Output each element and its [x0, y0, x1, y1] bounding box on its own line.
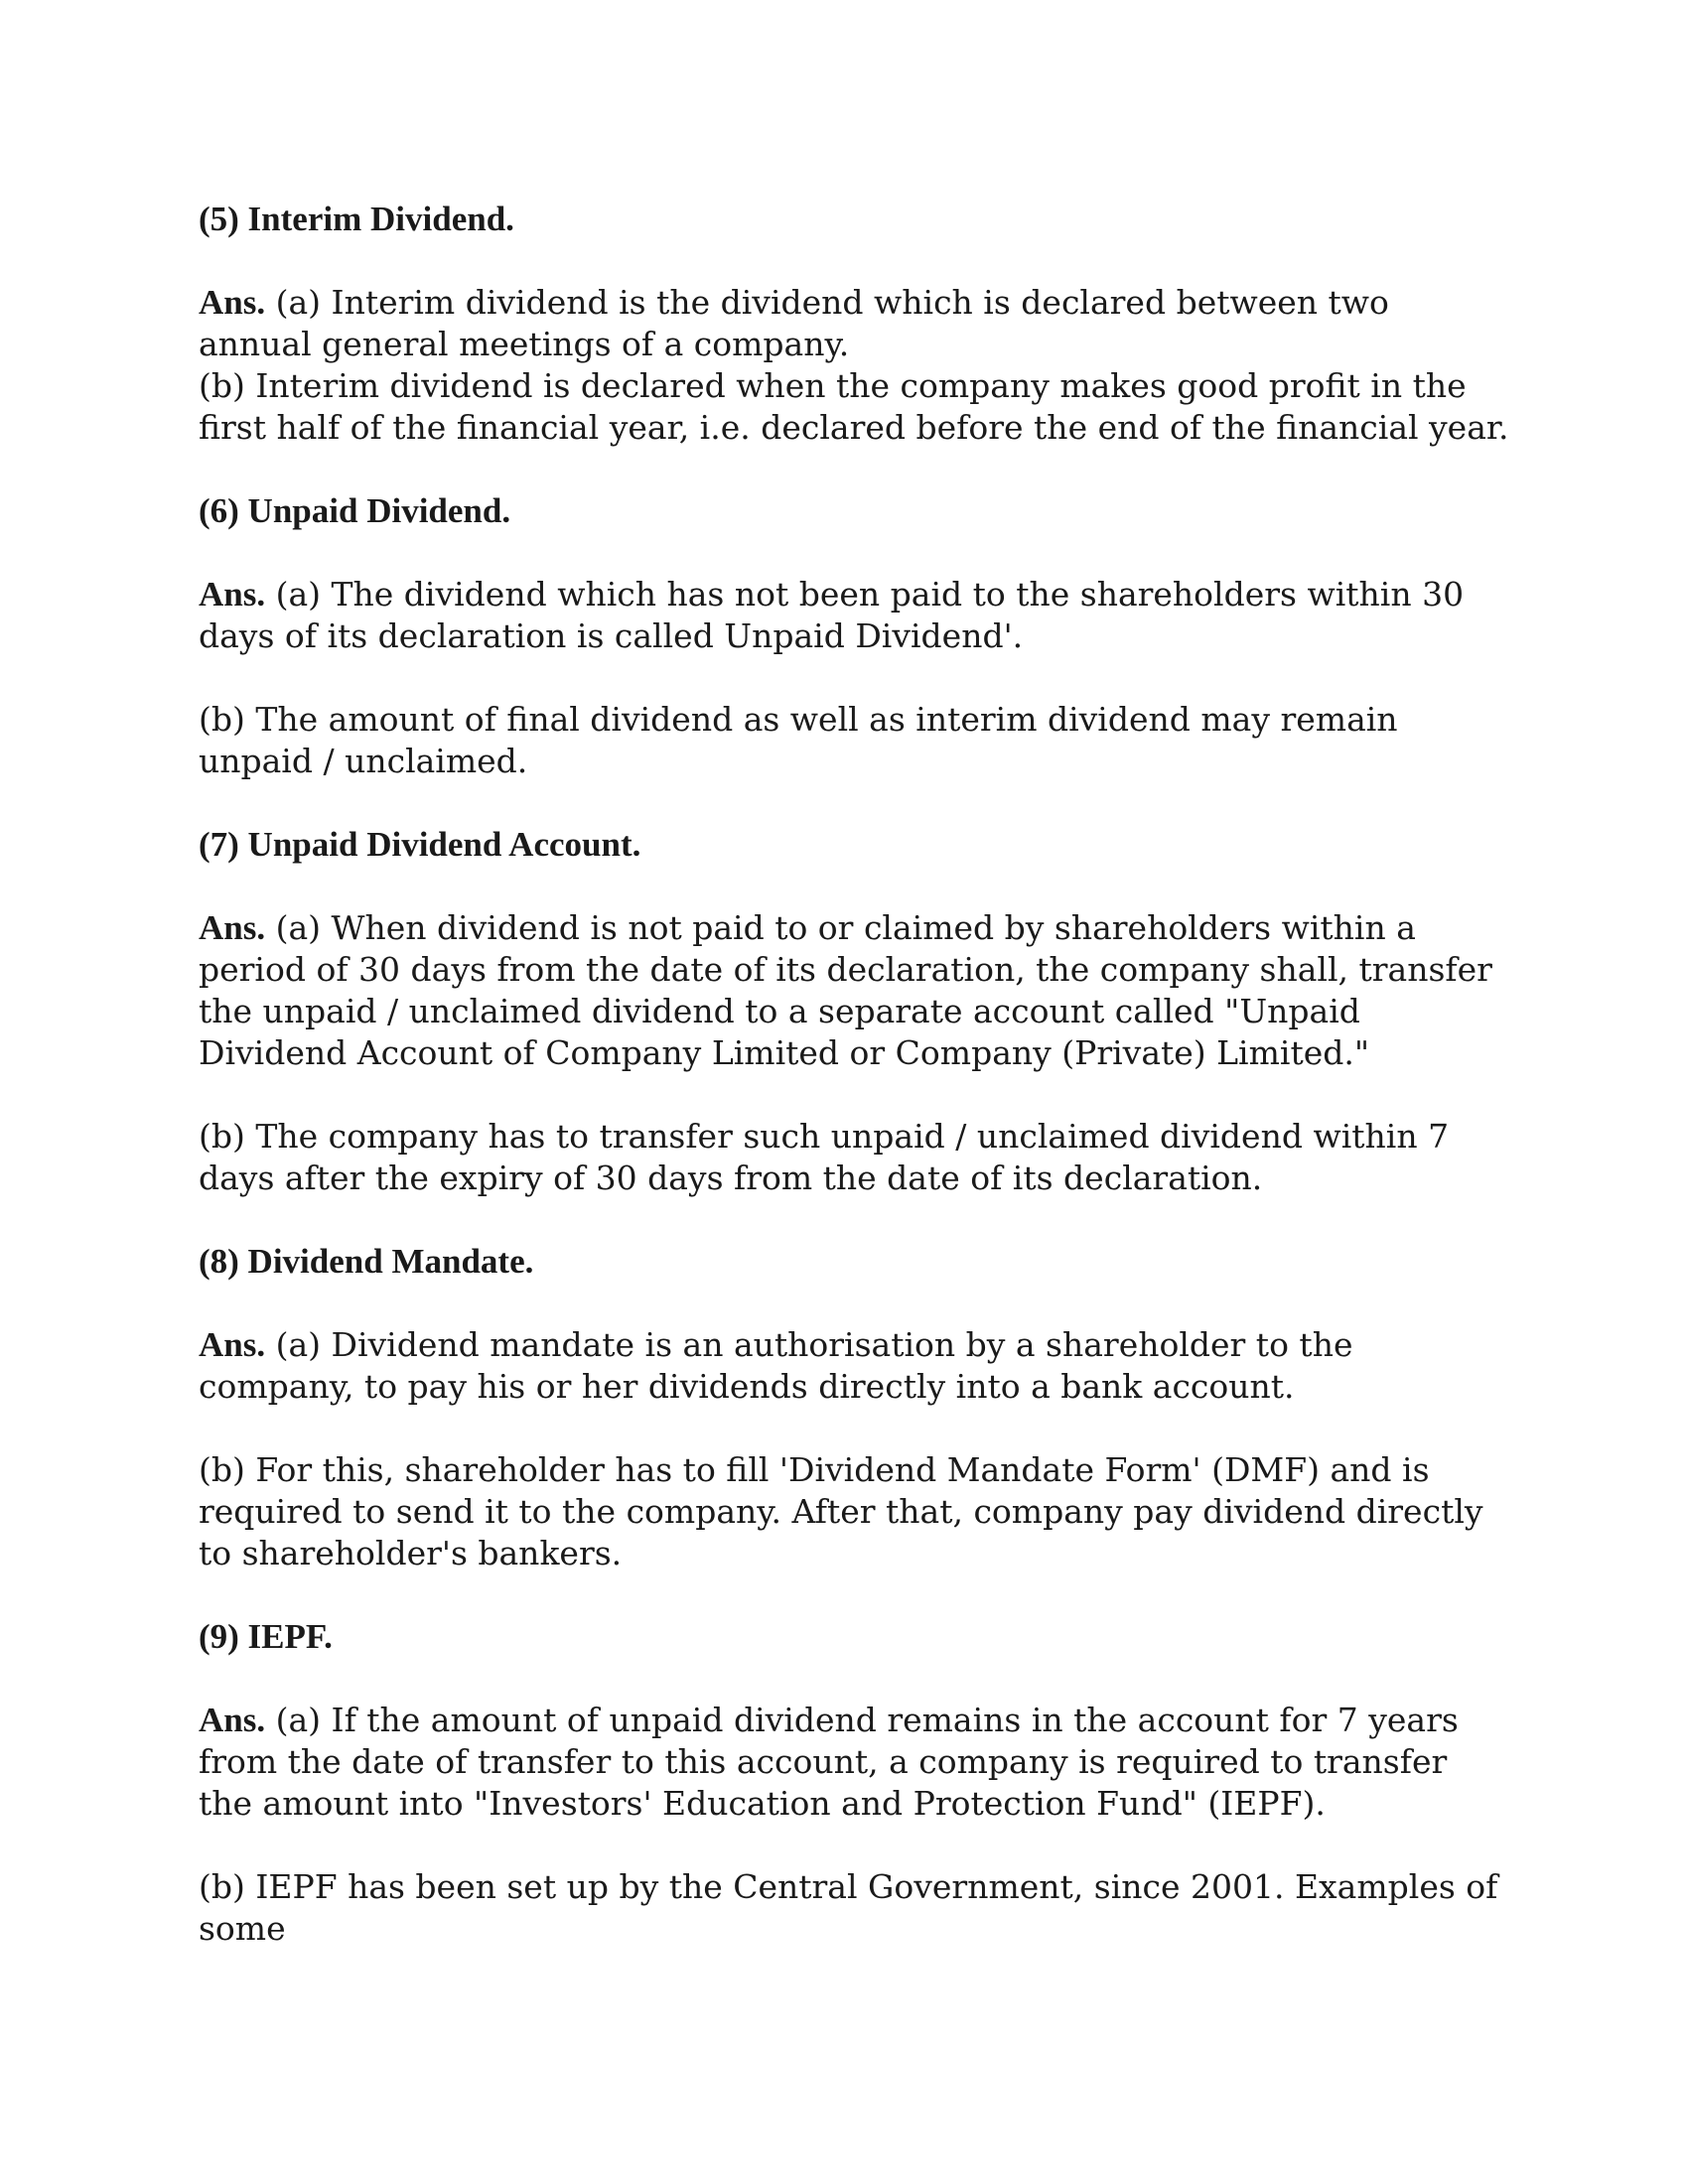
answer-paragraph-a — [199, 907, 1509, 1074]
section-heading: (7) Unpaid Dividend Account. — [199, 825, 641, 864]
ans-label: Ans. — [199, 283, 266, 322]
section-dividend-mandate — [199, 1241, 1509, 1574]
answer-paragraph-a — [199, 1700, 1509, 1825]
answer-paragraph-b: (b) The amount of final dividend as well as interim dividend may remain unpaid / unclaimed. — [199, 700, 1398, 780]
section-heading: (9) IEPF. — [199, 1617, 333, 1656]
section-heading: (8) Dividend Mandate. — [199, 1242, 534, 1281]
section-interim-dividend — [199, 199, 1509, 449]
answer-text: (a) The dividend which has not been paid to the shareholders within 30 days of its declaration is called Unpaid Dividend'. — [199, 575, 1465, 655]
ans-label: Ans. — [199, 908, 266, 947]
answer-paragraph-a — [199, 282, 1509, 365]
answer-paragraph-a — [199, 574, 1509, 657]
answer-paragraph-b: (b) For this, shareholder has to fill 'Dividend Mandate Form' (DMF) and is required to send it to the company. After that, company pay dividend directly to shareholder's bankers. — [199, 1450, 1483, 1572]
ans-label: Ans. — [199, 1325, 266, 1364]
document-page — [199, 199, 1509, 1950]
section-heading: (5) Interim Dividend. — [199, 200, 514, 238]
section-unpaid-dividend-account — [199, 824, 1509, 1199]
ans-label: Ans. — [199, 575, 266, 614]
section-iepf — [199, 1616, 1509, 1950]
answer-text: (a) When dividend is not paid to or claimed by shareholders within a period of 30 days from the date of its declaration, the company shall, transfer the unpaid / unclaimed dividend to a separate account called "Unpaid Dividend Account of Company Limited or Company (Private) Limited." — [199, 908, 1492, 1072]
answer-text: (a) If the amount of unpaid dividend remains in the account for 7 years from the date of transfer to this account, a company is required to transfer the amount into "Investors' Education and Protection Fund" (IEPF). — [199, 1701, 1459, 1823]
section-unpaid-dividend — [199, 490, 1509, 782]
answer-paragraph-b: (b) IEPF has been set up by the Central Government, since 2001. Examples of some — [199, 1867, 1498, 1948]
answer-paragraph-b: (b) Interim dividend is declared when the company makes good profit in the first half of the financial year, i.e. declared before the end of the financial year. — [199, 366, 1509, 447]
answer-paragraph-b: (b) The company has to transfer such unpaid / unclaimed dividend within 7 days after the expiry of 30 days from the date of its declaration. — [199, 1117, 1450, 1197]
answer-paragraph-a — [199, 1324, 1509, 1408]
answer-text: (a) Interim dividend is the dividend which is declared between two annual general meetings of a company. — [199, 283, 1389, 363]
section-heading: (6) Unpaid Dividend. — [199, 491, 511, 530]
ans-label: Ans. — [199, 1701, 266, 1739]
answer-text: (a) Dividend mandate is an authorisation by a shareholder to the company, to pay his or her dividends directly into a bank account. — [199, 1325, 1353, 1406]
